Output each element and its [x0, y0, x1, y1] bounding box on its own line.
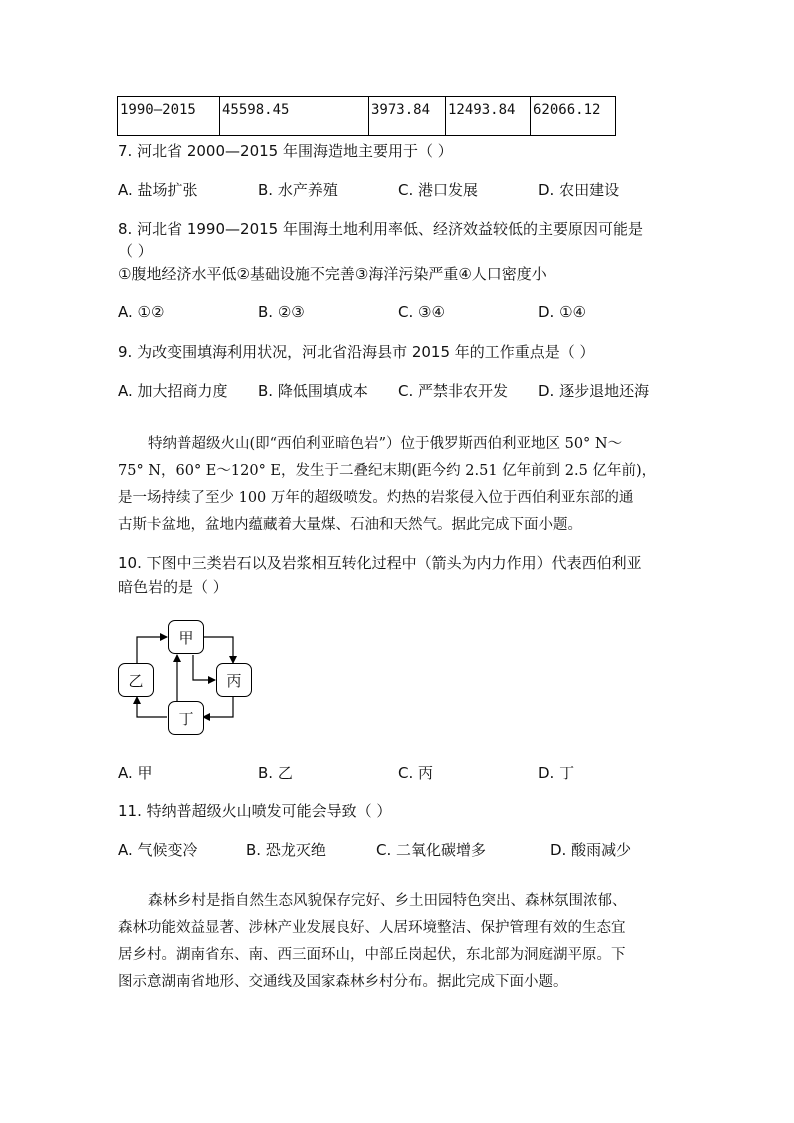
option-b[interactable]: B. 乙: [258, 764, 293, 782]
option-d[interactable]: D. 农田建设: [538, 181, 620, 199]
table-cell: 45598.45: [220, 97, 369, 136]
arrow-to-bing: [193, 655, 215, 680]
passage-line: 是一场持续了至少 100 万年的超级喷发。灼热的岩浆侵入位于西伯利亚东部的通: [118, 490, 634, 506]
rock-cycle-diagram: [115, 615, 265, 740]
option-d[interactable]: D. 逐步退地还海: [538, 382, 650, 400]
question-7-stem: 7. 河北省 2000—2015 年围海造地主要用于（ ）: [118, 142, 453, 160]
option-b[interactable]: B. ②③: [258, 303, 305, 321]
rock-box-yi: 乙: [118, 663, 154, 697]
option-a[interactable]: A. ①②: [118, 303, 165, 321]
question-8-stem: 8. 河北省 1990—2015 年围海土地利用率低、经济效益较低的主要原因可能是: [118, 220, 643, 238]
option-b[interactable]: B. 恐龙灭绝: [246, 841, 326, 859]
passage-line: 特纳普超级火山(即“西伯利亚暗色岩”）位于俄罗斯西伯利亚地区 50° N～: [148, 436, 623, 452]
option-a[interactable]: A. 盐场扩张: [118, 181, 198, 199]
question-8-statements: ①腹地经济水平低②基础设施不完善③海洋污染严重④人口密度小: [118, 265, 547, 283]
option-b[interactable]: B. 降低围填成本: [258, 382, 368, 400]
option-d[interactable]: D. ①④: [538, 303, 586, 321]
option-a[interactable]: A. 加大招商力度: [118, 382, 228, 400]
passage-volcano: [118, 431, 678, 539]
passage-forest-village: [118, 888, 678, 996]
option-b[interactable]: B. 水产养殖: [258, 181, 338, 199]
passage-line: 森林乡村是指自然生态风貌保存完好、乡土田园特色突出、森林氛围浓郁、: [148, 893, 627, 909]
arrow-jia-to-bing: [203, 637, 233, 663]
option-c[interactable]: C. 严禁非农开发: [398, 382, 509, 400]
table-cell: 12493.84: [446, 97, 531, 136]
question-10-stem: 10. 下图中三类岩石以及岩浆相互转化过程中（箭头为内力作用）代表西伯利亚: [118, 554, 642, 572]
option-c[interactable]: C. 丙: [398, 764, 434, 782]
data-table: [117, 96, 616, 136]
table-cell: 62066.12: [531, 97, 616, 136]
option-d[interactable]: D. 酸雨减少: [550, 841, 632, 859]
option-a[interactable]: A. 甲: [118, 764, 153, 782]
question-9-stem: 9. 为改变围填海利用状况，河北省沿海县市 2015 年的工作重点是（ ）: [118, 343, 595, 361]
question-11-stem: 11. 特纳普超级火山喷发可能会导致（ ）: [118, 802, 392, 820]
passage-line: 森林功能效益显著、涉林产业发展良好、人居环境整洁、保护管理有效的生态宜: [118, 920, 626, 936]
arrow-bing-to-ding: [203, 697, 233, 717]
table-cell: 3973.84: [369, 97, 446, 136]
option-a[interactable]: A. 气候变冷: [118, 841, 198, 859]
question-10-stem-cont: 暗色岩的是（ ）: [118, 578, 228, 596]
option-d[interactable]: D. 丁: [538, 764, 575, 782]
option-c[interactable]: C. 港口发展: [398, 181, 479, 199]
passage-line: 古斯卡盆地，盆地内蕴藏着大量煤、石油和天然气。据此完成下面小题。: [118, 517, 582, 533]
passage-line: 75° N，60° E～120° E，发生于二叠纪末期(距今约 2.51 亿年前到 2.5 亿年前)，: [118, 463, 657, 479]
arrow-yi-to-jia: [137, 637, 167, 665]
passage-line: 居乡村。湖南省东、南、西三面环山，中部丘岗起伏，东北部为洞庭湖平原。下: [118, 947, 626, 963]
table-cell: 1990—2015: [118, 97, 220, 136]
rock-box-jia: 甲: [168, 620, 204, 654]
option-c[interactable]: C. 二氧化碳增多: [376, 841, 487, 859]
rock-box-bing: 丙: [216, 663, 252, 697]
option-c[interactable]: C. ③④: [398, 303, 445, 321]
arrow-ding-to-yi: [137, 697, 167, 717]
table-row: [118, 97, 616, 136]
passage-line: 图示意湖南省地形、交通线及国家森林乡村分布。据此完成下面小题。: [118, 974, 568, 990]
question-8-stem-bracket: （ ）: [118, 242, 153, 260]
rock-box-ding: 丁: [168, 701, 204, 735]
